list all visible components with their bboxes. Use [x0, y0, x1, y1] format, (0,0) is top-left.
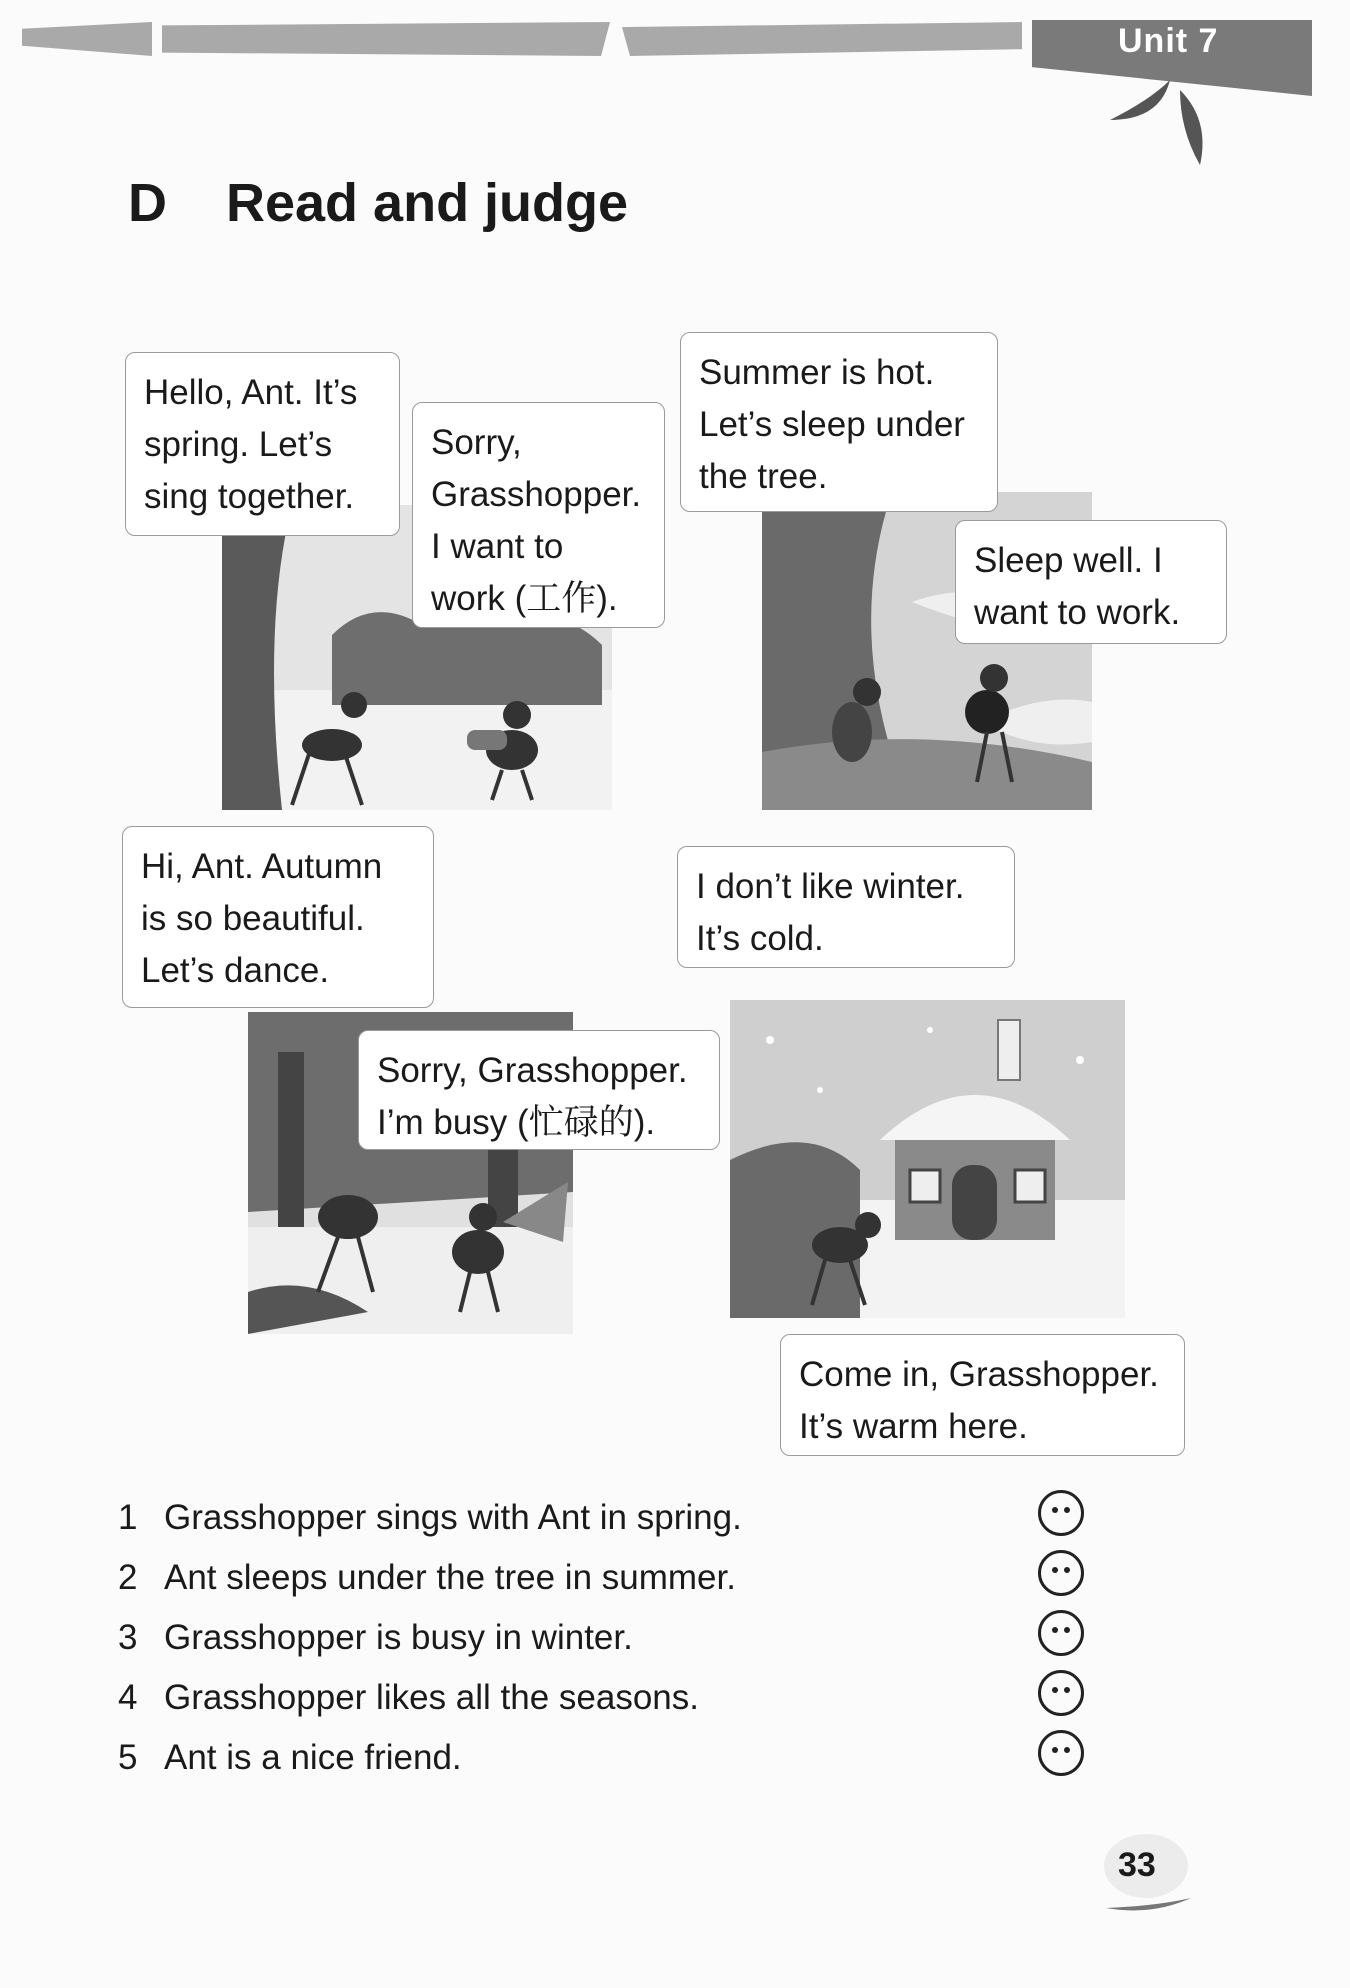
speech-bubble-autumn-grasshopper: [122, 826, 434, 1008]
speech-bubble-summer-grasshopper: [680, 332, 998, 512]
bubble-line: Sorry,: [431, 423, 522, 462]
statement-number: 4: [118, 1678, 138, 1717]
bubble-line: is so beautiful.: [141, 899, 365, 938]
header-strip: [162, 22, 610, 56]
unit-label: Unit 7: [1118, 22, 1219, 60]
bubble-line: Hi, Ant. Autumn: [141, 847, 383, 886]
bubble-line: spring. Let’s: [144, 425, 333, 464]
bubble-line: It’s cold.: [696, 919, 824, 958]
statement-number: 1: [118, 1498, 138, 1537]
header-strip: [22, 22, 152, 56]
answer-face-circle-icon[interactable]: [1038, 1610, 1084, 1656]
speech-bubble-spring-grasshopper: [125, 352, 400, 536]
bubble-line: Grasshopper.: [431, 475, 642, 514]
section-letter: D: [128, 173, 167, 233]
judge-statement: [118, 1678, 1118, 1738]
winter-scene-illustration: [730, 1000, 1125, 1318]
section-title: Read and judge: [226, 173, 629, 233]
bubble-line: Let’s sleep under: [699, 405, 965, 444]
answer-face-circle-icon[interactable]: [1038, 1730, 1084, 1776]
statement-number: 3: [118, 1618, 138, 1657]
bubble-line: Sorry, Grasshopper.: [377, 1051, 688, 1090]
speech-bubble-autumn-ant: [358, 1030, 720, 1150]
statement-text: Grasshopper sings with Ant in spring.: [164, 1498, 742, 1537]
judge-statement: [118, 1618, 1118, 1678]
statement-number: 5: [118, 1738, 138, 1777]
speech-bubble-winter-grasshopper: [677, 846, 1015, 968]
speech-bubble-winter-ant: [780, 1334, 1185, 1456]
statement-text: Grasshopper likes all the seasons.: [164, 1678, 699, 1717]
judge-statement: [118, 1558, 1118, 1618]
statement-text: Grasshopper is busy in winter.: [164, 1618, 633, 1657]
answer-face-circle-icon[interactable]: [1038, 1670, 1084, 1716]
statement-text: Ant sleeps under the tree in summer.: [164, 1558, 736, 1597]
answer-face-circle-icon[interactable]: [1038, 1490, 1084, 1536]
bubble-line: the tree.: [699, 457, 828, 496]
judge-statement-list: [118, 1498, 1118, 1798]
bubble-line: Sleep well. I: [974, 541, 1163, 580]
answer-face-circle-icon[interactable]: [1038, 1550, 1084, 1596]
page-number: 33: [1118, 1846, 1156, 1884]
statement-text: Ant is a nice friend.: [164, 1738, 462, 1777]
bubble-line: Hello, Ant. It’s: [144, 373, 358, 412]
judge-statement: [118, 1498, 1118, 1558]
bubble-line: It’s warm here.: [799, 1407, 1028, 1446]
judge-statement: [118, 1738, 1118, 1798]
bubble-line: Come in, Grasshopper.: [799, 1355, 1159, 1394]
bubble-line: work (工作).: [431, 579, 618, 618]
speech-bubble-summer-ant: [955, 520, 1227, 644]
bubble-line: Let’s dance.: [141, 951, 330, 990]
bubble-line: want to work.: [974, 593, 1181, 632]
bubble-line: sing together.: [144, 477, 355, 516]
statement-number: 2: [118, 1558, 138, 1597]
bubble-line: I don’t like winter.: [696, 867, 965, 906]
header-strip: [622, 22, 1022, 56]
leaf-icon: [1090, 60, 1250, 170]
bubble-line: I want to: [431, 527, 564, 566]
speech-bubble-spring-ant: [412, 402, 665, 628]
bubble-line: I’m busy (忙碌的).: [377, 1103, 656, 1142]
bubble-line: Summer is hot.: [699, 353, 935, 392]
